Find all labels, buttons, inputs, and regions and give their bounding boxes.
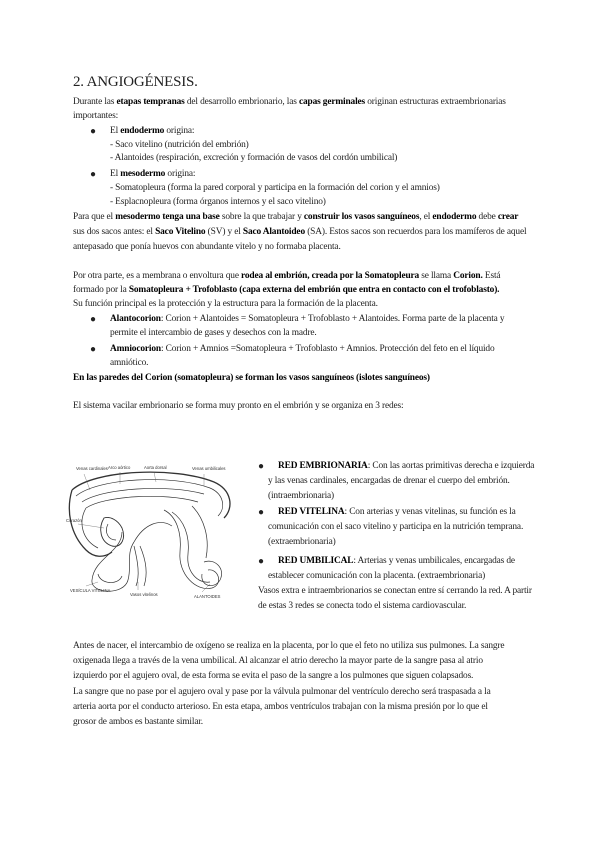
para2-line-2: formado por la Somatopleura + Trofoblasto (capa externa del embrión que entra en contacto con el trofoblasto).: [73, 285, 500, 295]
diagram-label: Venas umbilicales: [192, 466, 226, 471]
bullet-icon: ●: [90, 344, 97, 355]
section-title: 2. ANGIOGÉNESIS.: [73, 74, 198, 90]
mesodermo-item: - Esplacnopleura (forma órganos internos y el saco vitelino): [110, 197, 326, 207]
bullet-icon: ●: [258, 556, 265, 567]
red-umbilical-line-1: RED UMBILICAL: Arterias y venas umbilicales, encargadas de: [278, 556, 515, 566]
alantocorion-line-2: permite el intercambio de gases y desechos con la madre.: [110, 328, 317, 338]
red-vitelina-line-2: comunicación con el saco vitelino y participa en la nutrición temprana.: [268, 522, 524, 532]
para1-line-1: Para que el mesodermo tenga una base sobre la que trabajar y construir los vasos sanguíneos, el endodermo debe crear: [73, 212, 519, 222]
para2-line-1: Por otra parte, es a membrana o envoltura que rodea al embrión, creada por la Somatopleura se llama Corion. Está: [73, 271, 501, 281]
bullet-icon: ●: [258, 507, 265, 518]
final-line: izquierdo por el agujero oval, de esta forma se evita el paso de la sangre a los pulmones que siguen colapsados.: [73, 671, 474, 681]
intro-line-1: Durante las etapas tempranas del desarrollo embrionario, las capas germinales originan estructuras extraembrionarias: [73, 97, 506, 107]
final-line: oxigenada llega a través de la vena umbilical. Al alcanzar el atrio derecho la mayor parte de la sangre pasa al atrio: [73, 656, 483, 666]
endodermo-item: - Alantoides (respiración, excreción y formación de vasos del cordón umbilical): [110, 153, 398, 163]
red-embrionaria-line-1: RED EMBRIONARIA: Con las aortas primitivas derecha e izquierda: [278, 461, 535, 471]
para2-line-3: Su función principal es la protección y la estructura para la formación de la placenta.: [73, 299, 378, 309]
conexion-line-2: de estas 3 redes se conecta todo el sistema cardiovascular.: [258, 601, 467, 611]
final-line: arteria aorta por el conducto arterioso. En esta etapa, ambos ventrículos trabajan con la misma presión por lo que el: [73, 702, 488, 712]
red-vitelina-line-1: RED VITELINA: Con arterias y venas vitelinas, su función es la: [278, 507, 516, 517]
red-embrionaria-line-2: y las venas cardinales, encargadas de drenar el cuerpo del embrión.: [268, 476, 510, 486]
islotes-line: En las paredes del Corion (somatopleura) se forman los vasos sanguíneos (islotes sanguíneos): [73, 373, 430, 383]
diagram-label: ALANTOIDES: [194, 594, 221, 599]
endodermo-item: - Saco vitelino (nutrición del embrión): [110, 140, 249, 150]
para1-line-3: antepasado que ponía huevos con abundante vitelo y no formaba placenta.: [73, 242, 341, 252]
red-vitelina-line-3: (extraembrionaria): [268, 537, 336, 547]
embryo-vascular-diagram: [64, 462, 242, 602]
alantocorion-line-1: Alantocorion: Corion + Alantoides = Somatopleura + Trofoblasto + Alantoides. Forma parte de la placenta y: [110, 314, 505, 324]
bullet-icon: ●: [90, 126, 97, 137]
diagram-label: Corazón: [66, 518, 82, 523]
bullet-icon: ●: [90, 169, 97, 180]
mesodermo-item: - Somatopleura (forma la pared corporal y participa en la formación del corion y el amnios): [110, 183, 440, 193]
final-line: La sangre que no pase por el agujero oval y pase por la válvula pulmonar del ventrículo derecho será traspasada a la: [73, 687, 491, 697]
final-line: Antes de nacer, el intercambio de oxígeno se realiza en la placenta, por lo que el feto no utiliza sus pulmones. La sangre: [73, 641, 505, 651]
diagram-label: Venas cardinales: [76, 466, 108, 471]
para1-line-2: sus dos sacos antes: el Saco Vitelino (SV) y el Saco Alantoideo (SA). Estos sacos son recuerdos para los mamíferos de aquel: [73, 227, 527, 237]
bullet-icon: ●: [258, 461, 265, 472]
red-embrionaria-line-3: (intraembrionaria): [268, 491, 335, 501]
diagram-label: VESÍCULA VITELINA: [70, 588, 111, 593]
intro-line-2: importantes:: [73, 111, 119, 121]
final-line: grosor de ambos es bastante similar.: [73, 717, 203, 727]
amniocorion-line-2: amniótico.: [110, 358, 149, 368]
mesodermo-heading: El mesodermo origina:: [110, 169, 196, 179]
amniocorion-line-1: Amniocorion: Corion + Amnios =Somatopleura + Trofoblasto + Amnios. Protección del feto en el líquido: [110, 344, 495, 354]
sistema-line: El sistema vacilar embrionario se forma muy pronto en el embrión y se organiza en 3 redes:: [73, 401, 404, 411]
conexion-line-1: Vasos extra e intraembrionarios se conectan entre sí cerrando la red. A partir: [258, 586, 532, 596]
diagram-label: Aorta dorsal: [144, 465, 167, 470]
bullet-icon: ●: [90, 314, 97, 325]
diagram-label: Arco aórtico: [108, 465, 131, 470]
endodermo-heading: El endodermo origina:: [110, 126, 195, 136]
red-umbilical-line-2: establecer comunicación con la placenta. (extraembrionaria): [268, 571, 486, 581]
diagram-label: Vasos vitelinos: [130, 592, 158, 597]
